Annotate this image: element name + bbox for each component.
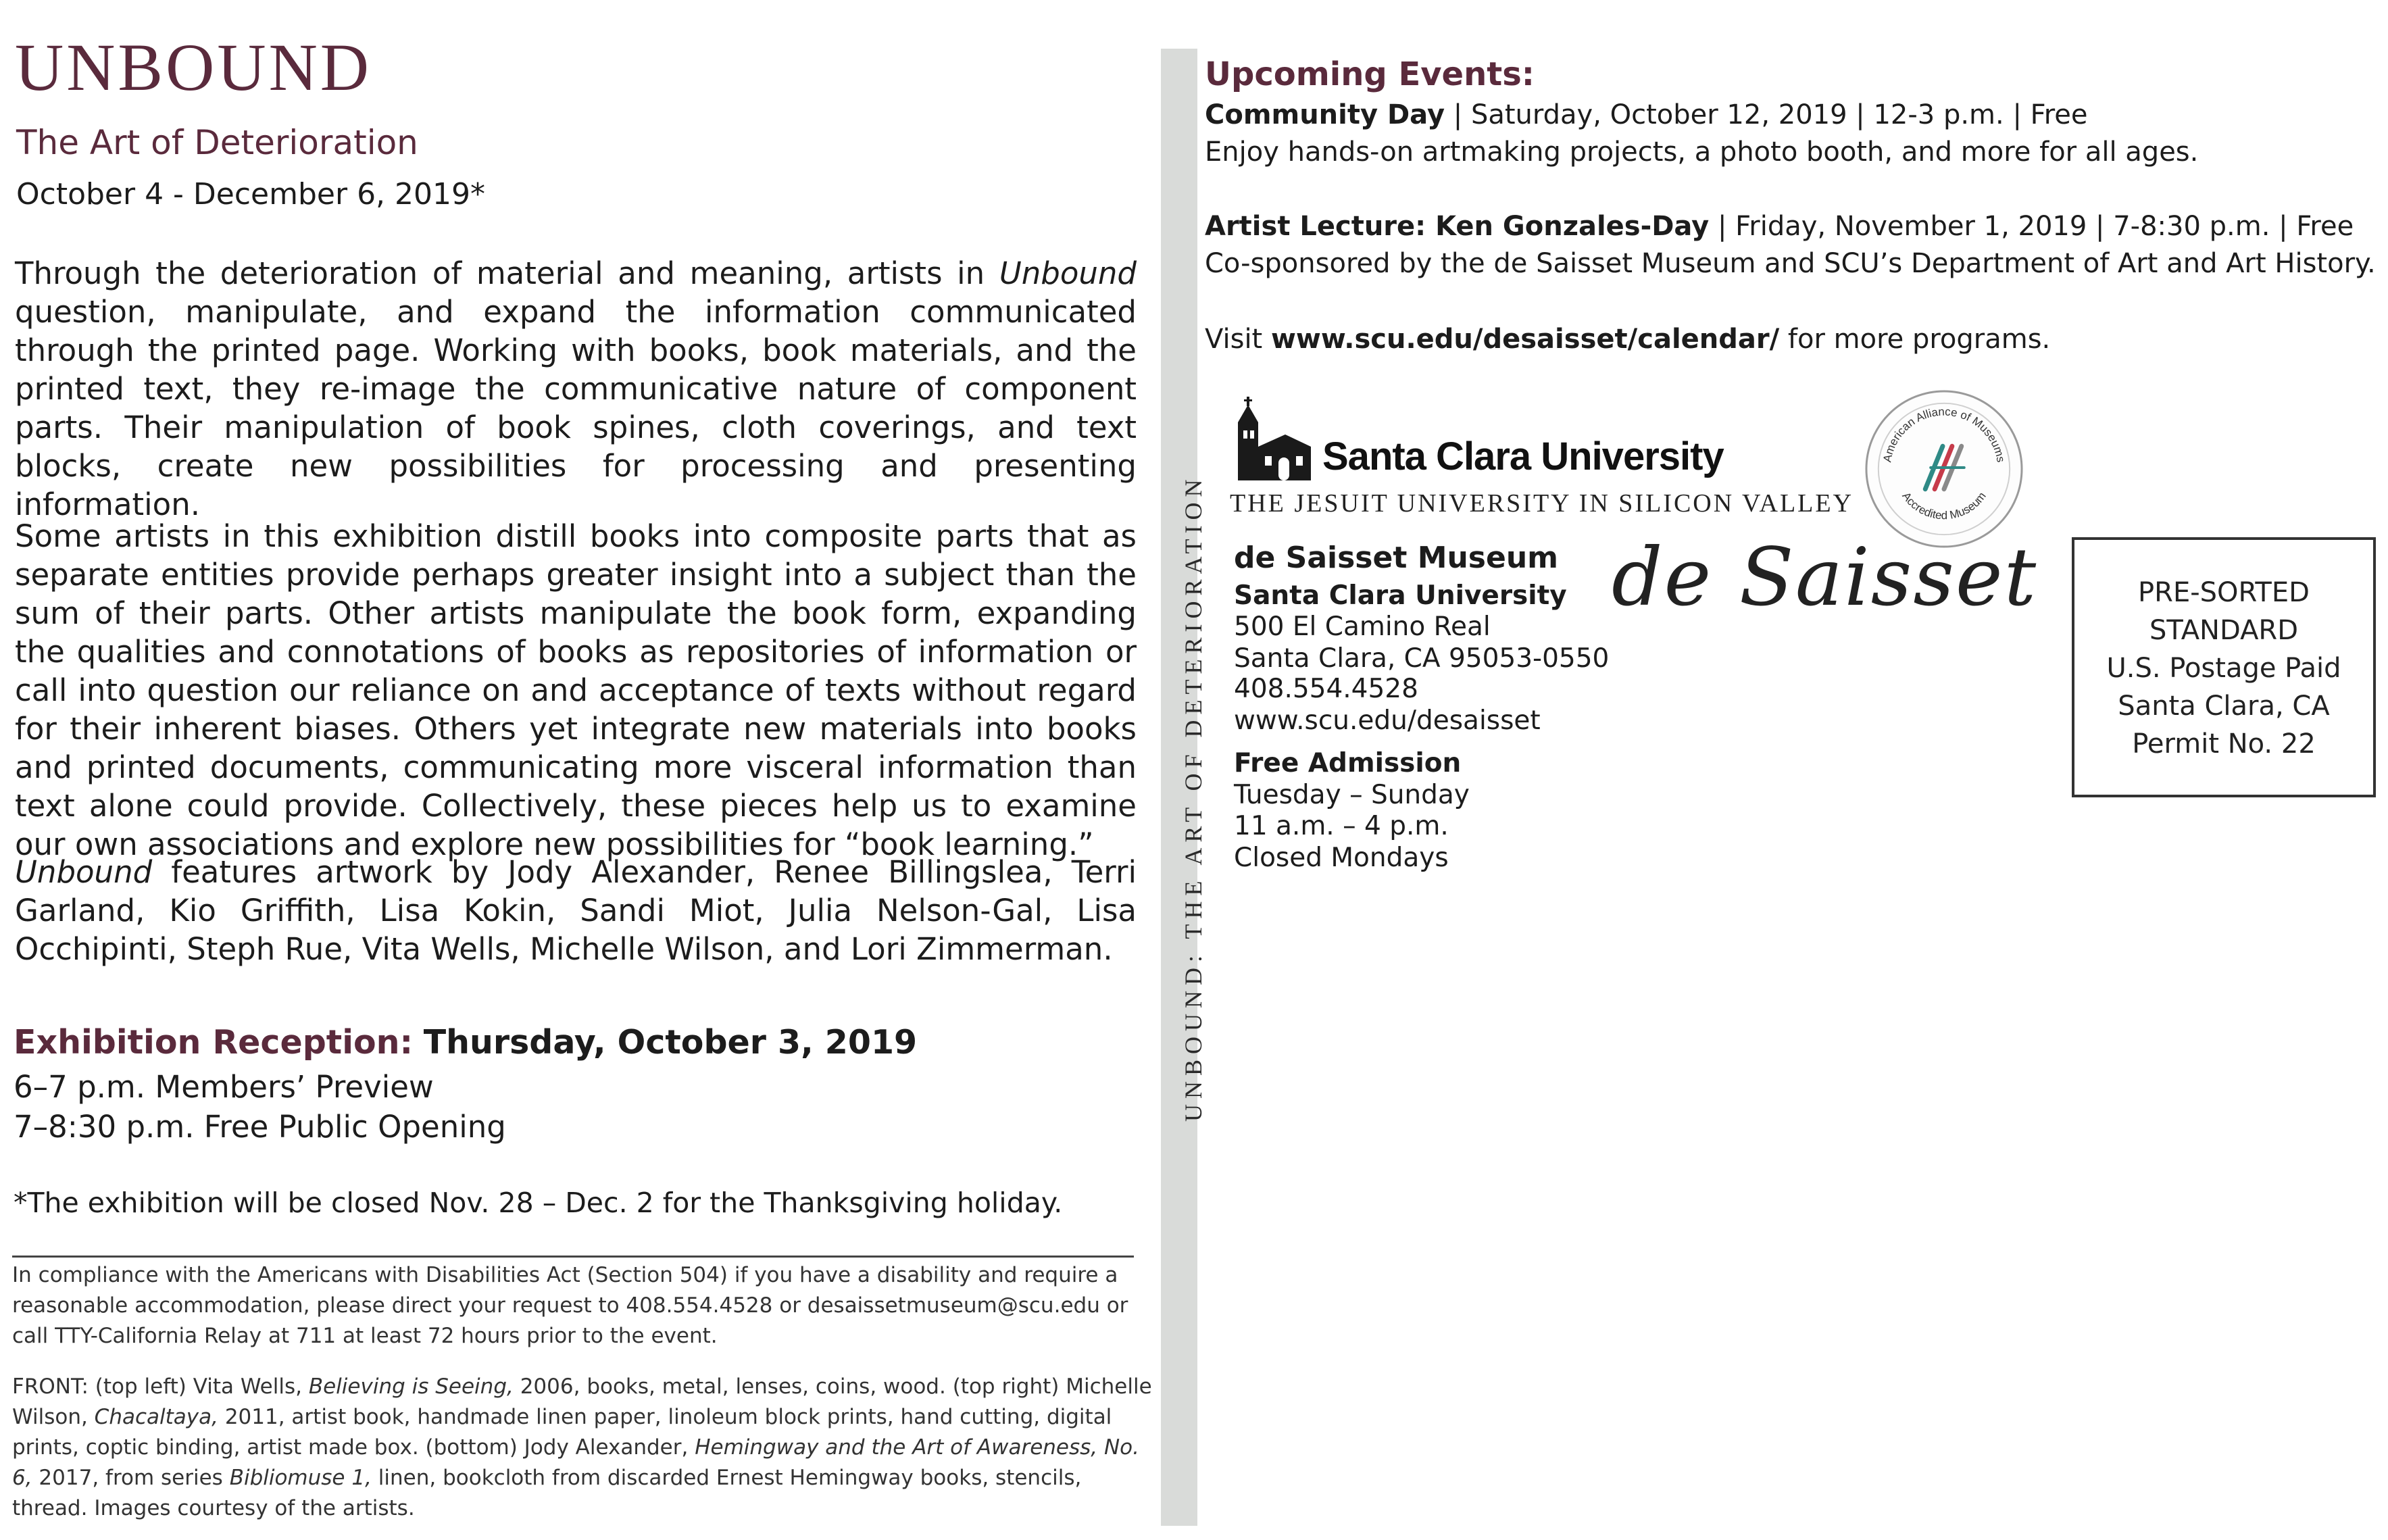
divider bbox=[12, 1256, 1134, 1258]
address-street: 500 El Camino Real bbox=[1234, 612, 1491, 642]
artists-text: features artwork by Jody Alexander, Renee Billingslea, Terri Garland, Kio Griffith, Lisa Kokin, Sandi Miot, Julia Nelson-Gal, Lisa Occhipinti, Steph Rue, Vita Wells, Michelle Wilson, and Lori Zimmerman. bbox=[15, 854, 1137, 967]
upcoming-events-heading: Upcoming Events: bbox=[1205, 55, 1535, 93]
seal-top-text: American Alliance of Museums bbox=[1881, 405, 2008, 464]
address-university: Santa Clara University bbox=[1234, 580, 1567, 611]
visit-text: Visit bbox=[1205, 324, 1271, 355]
intro-text-end: question, manipulate, and expand the information communicated through the printed page. Working with books, book materials, and the printed text, they re-image the communicative nature of component parts. Their manipulation of book spines, cloth coverings, and text blocks, create new possibilities for processing and presenting information. bbox=[15, 294, 1137, 522]
event-info: | Friday, November 1, 2019 | 7-8:30 p.m. | Free bbox=[1709, 211, 2354, 242]
event-artist-lecture bbox=[1205, 213, 2354, 240]
reception-label: Exhibition Reception: bbox=[14, 1023, 414, 1062]
calendar-link[interactable]: www.scu.edu/desaisset/calendar/ bbox=[1270, 324, 1780, 355]
credit-text: 2011, artist book, handmade linen paper, linoleum block prints, hand cutting, digital prints, coptic binding, artist made box. (bottom) Jody Alexander, bbox=[12, 1405, 1112, 1460]
credit-text: 2006, books, metal, lenses, coins, wood. (top right) Michelle Wilson, bbox=[12, 1374, 1152, 1429]
intro-text-emphasis: Unbound bbox=[999, 255, 1137, 291]
ada-notice: In compliance with the Americans with Disabilities Act (Section 504) if you have a disability and require a reasonable accommodation, please direct your request to 408.554.4528 or desaissetmuseum@scu.edu or call TTY-California Relay at 711 at least 72 hours prior to the event. bbox=[12, 1263, 1128, 1348]
credit-text: linen, bookcloth from discarded Ernest Hemingway books, stencils, thread. Images courtesy of the artists. bbox=[12, 1466, 1082, 1520]
university-tagline: THE JESUIT UNIVERSITY IN SILICON VALLEY bbox=[1230, 489, 1854, 518]
visit-line bbox=[1205, 326, 2050, 353]
address-city: Santa Clara, CA 95053-0550 bbox=[1234, 643, 1610, 674]
event-description: Enjoy hands-on artmaking projects, a photo booth, and more for all ages. bbox=[1205, 136, 2199, 168]
credit-title: Hemingway and the Art of Awareness, No. 6, bbox=[12, 1435, 1139, 1490]
event-community-day bbox=[1205, 101, 2088, 128]
artists-text-emphasis: Unbound bbox=[15, 854, 153, 890]
museum-website-link[interactable]: www.scu.edu/desaisset bbox=[1234, 705, 1541, 736]
event-info: | Saturday, October 12, 2019 | 12-3 p.m. | Free bbox=[1445, 99, 2088, 130]
intro-text-start: Through the deterioration of material and meaning, artists in bbox=[15, 255, 999, 291]
mission-church-icon bbox=[1231, 395, 1312, 482]
postage-line: STANDARD bbox=[2149, 615, 2299, 646]
accreditation-seal-icon bbox=[1864, 389, 2024, 549]
postage-line: PRE-SORTED bbox=[2138, 577, 2310, 608]
reception-line-public: 7–8:30 p.m. Free Public Opening bbox=[14, 1109, 506, 1145]
admission-heading: Free Admission bbox=[1234, 748, 1462, 778]
admission-days: Tuesday – Sunday bbox=[1234, 780, 1470, 810]
exhibition-dates: October 4 - December 6, 2019* bbox=[16, 177, 486, 212]
de-saisset-signature: de Saisset bbox=[1612, 530, 2038, 624]
admission-closed: Closed Mondays bbox=[1234, 843, 1449, 873]
postage-line: Permit No. 22 bbox=[2132, 728, 2316, 760]
credit-title: Chacaltaya, bbox=[94, 1405, 218, 1429]
postage-line: U.S. Postage Paid bbox=[2106, 653, 2341, 684]
artists-paragraph bbox=[15, 853, 1137, 968]
postage-indicia bbox=[2072, 537, 2376, 797]
reception-date: Thursday, October 3, 2019 bbox=[423, 1023, 918, 1062]
event-title: Artist Lecture: Ken Gonzales-Day bbox=[1205, 211, 1710, 242]
page-title: UNBOUND bbox=[15, 30, 372, 105]
visit-text: for more programs. bbox=[1779, 324, 2051, 355]
phone-number[interactable]: 408.554.4528 bbox=[1234, 674, 1418, 704]
intro-paragraph bbox=[15, 254, 1137, 524]
page-subtitle: The Art of Deterioration bbox=[16, 123, 418, 162]
closure-note: *The exhibition will be closed Nov. 28 – Dec. 2 for the Thanksgiving holiday. bbox=[14, 1187, 1063, 1219]
reception-line-members: 6–7 p.m. Members’ Preview bbox=[14, 1069, 434, 1105]
admission-hours: 11 a.m. – 4 p.m. bbox=[1234, 811, 1449, 841]
credit-title: Believing is Seeing, bbox=[308, 1374, 514, 1399]
image-credits bbox=[12, 1372, 1161, 1524]
description-paragraph: Some artists in this exhibition distill books into composite parts that as separate entities provide perhaps greater insight into a subject than the sum of their parts. Other artists manipulate the book form, expanding the qualities and connotations of books as repositories of information or call into question our reliance on and acceptance of texts without regard for their inherent biases. Others yet integrate new materials into books and printed documents, communicating more visceral information than text alone could provide. Collectively, these pieces help us to examine our own associations and explore new possibilities for “book learning.” bbox=[15, 518, 1137, 862]
university-name: Santa Clara University bbox=[1322, 434, 1724, 478]
credit-title: Bibliomuse 1, bbox=[229, 1466, 372, 1490]
seal-bottom-text: Accredited Museum bbox=[1899, 489, 1989, 522]
museum-name: de Saisset Museum bbox=[1234, 541, 1559, 575]
postage-line: Santa Clara, CA bbox=[2118, 691, 2330, 722]
credit-text: 2017, from series bbox=[32, 1466, 230, 1490]
event-description: Co-sponsored by the de Saisset Museum and SCU’s Department of Art and Art History. bbox=[1205, 248, 2376, 279]
reception-heading bbox=[14, 1023, 918, 1062]
spine-title: UNBOUND: THE ART OF DETERIORATION bbox=[1180, 474, 1207, 1122]
event-title: Community Day bbox=[1205, 99, 1445, 130]
credit-text: FRONT: (top left) Vita Wells, bbox=[12, 1374, 309, 1399]
